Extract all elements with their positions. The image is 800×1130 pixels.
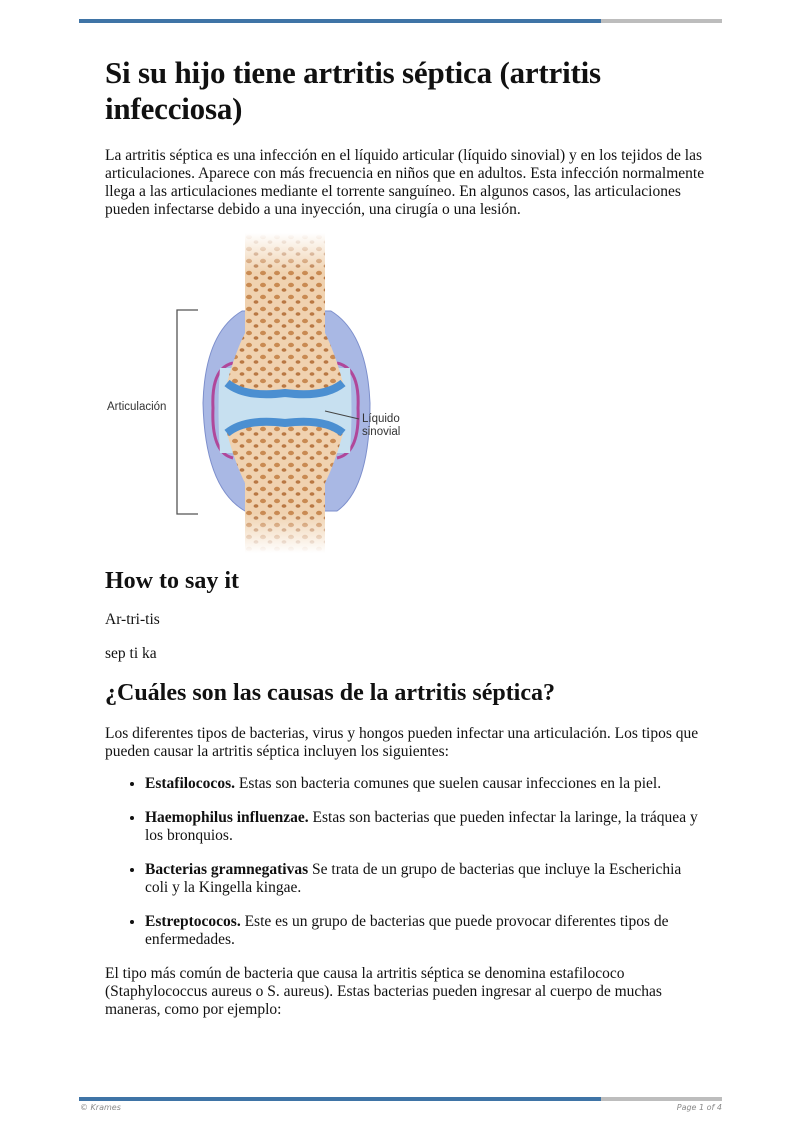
closing-paragraph: El tipo más común de bacteria que causa la artritis séptica se denomina estafilococo (Staphylococcus aureus o S. aureus). Estas bacterias pueden ingresar al cuerpo de muchas maneras, como por ejemplo: [105,965,662,1018]
footer-copyright: © Krames [80,1103,121,1112]
pronunciation-line-2: sep ti ka [105,645,157,662]
list-item-text: Se trata de un grupo de bacterias que incluye la Escherichia coli y la Kingella kingae. [145,861,682,896]
progress-track [601,19,722,23]
joint-illustration [105,233,425,553]
label-synovial-fluid-2: sinovial [362,426,401,438]
causes-intro: Los diferentes tipos de bacterias, virus y hongos pueden infectar una articulación. Los tipos que pueden causar la artritis séptica incluyen los siguientes: [105,725,699,760]
list-item-text: Estas son bacterias que pueden infectar la laringe, la tráquea y los bronquios. [145,809,698,844]
how-to-say-heading: How to say it [105,568,239,594]
label-synovial-fluid-1: Líquido [362,413,400,425]
list-item-term: Estreptococos. [145,913,241,930]
progress-filled [79,1097,601,1101]
list-item-term: Bacterias gramnegativas [145,861,309,878]
footer-progress-bar [79,1097,722,1101]
document-body [105,55,705,1019]
list-item-text: Estas son bacteria comunes que suelen causar infecciones en la piel. [234,775,662,792]
label-joint: Articulación [107,401,167,413]
list-item [145,809,705,845]
progress-track [601,1097,722,1101]
page-title: Si su hijo tiene artritis séptica (artritis infecciosa) [105,55,601,126]
intro-paragraph: La artritis séptica es una infección en el líquido articular (líquido sinovial) y en los tejidos de las articulaciones. Aparece con más frecuencia en niños que en adultos. Esta infección normalmente llega a las articulaciones mediante el torrente sanguíneo. En algunos casos, las articulaciones pueden infectarse debido a una inyección, una cirugía o una lesión. [105,147,705,218]
progress-filled [79,19,601,23]
list-item [145,913,705,949]
list-item-term: Haemophilus influenzae. [145,809,309,826]
list-item [145,775,705,793]
pronunciation-line-1: Ar-tri-tis [105,611,160,628]
causes-list [105,775,705,949]
list-item [145,861,705,897]
header-progress-bar [79,19,722,23]
list-item-text: Este es un grupo de bacterias que puede provocar diferentes tipos de enfermedades. [145,913,669,948]
list-item-term: Estafilococos. [145,775,235,792]
causes-heading: ¿Cuáles son las causas de la artritis séptica? [105,680,555,706]
footer-page-number: Page 1 of 4 [676,1103,722,1112]
joint-diagram-icon [105,233,425,553]
